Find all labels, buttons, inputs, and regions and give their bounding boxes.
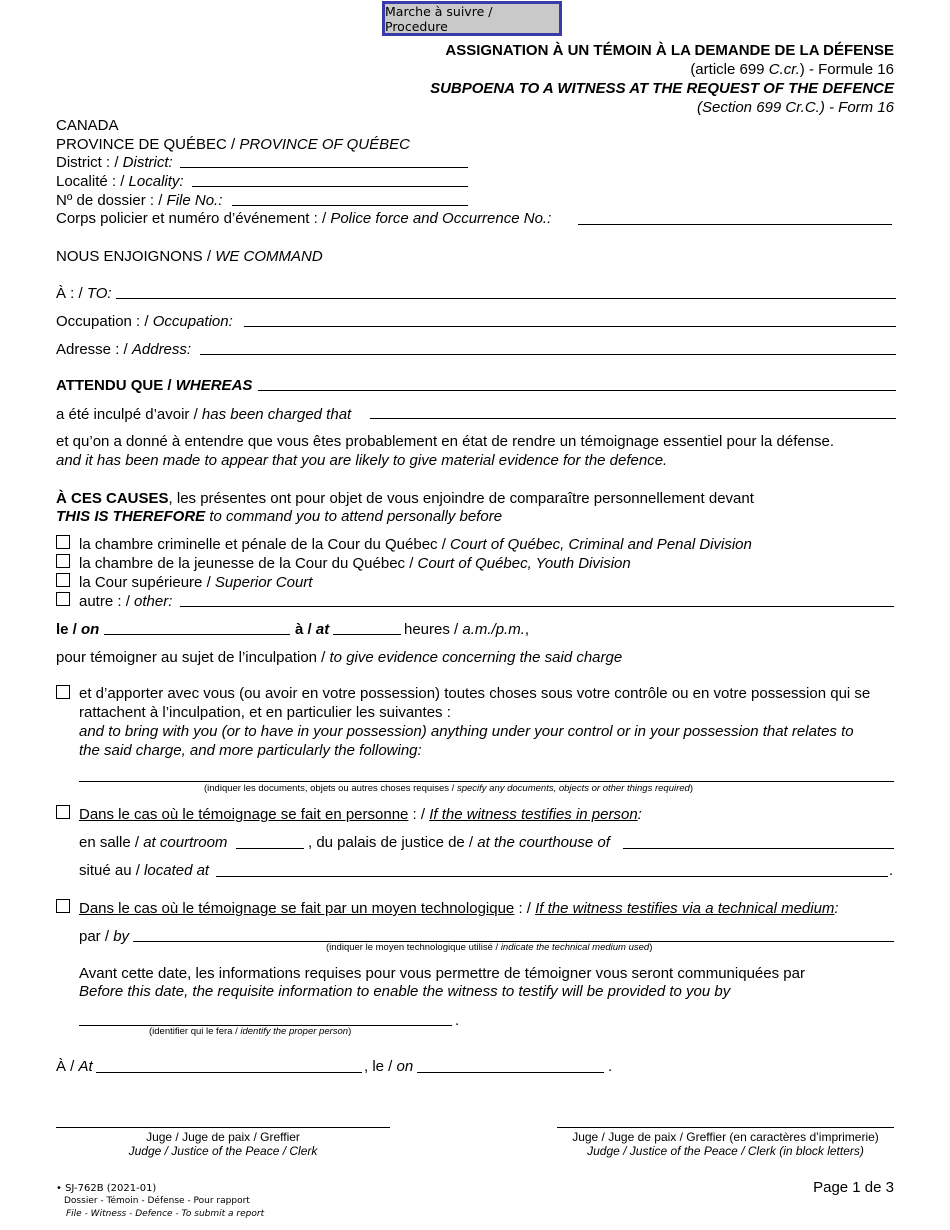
items-hint: (indiquer les documents, objets ou autres choses requises / specify any documents, objects or other things required) (204, 783, 694, 794)
courtroom-field[interactable] (236, 848, 304, 849)
court-youth-label: la chambre de la jeunesse de la Cour du Québec / Court of Québec, Youth Division (79, 555, 631, 572)
bring-items-en-line2: the said charge, and more particularly the following: (79, 742, 422, 759)
signing-period: . (608, 1058, 613, 1075)
charge-field[interactable] (370, 418, 896, 419)
block-letters-label-fr: Juge / Juge de paix / Greffier (en caractères d’imprimerie) (572, 1130, 879, 1144)
form-article-fr: (article 699 C.cr.) - Formule 16 (690, 61, 894, 78)
routing-fr: Dossier - Témoin - Défense - Pour rapport (64, 1196, 250, 1206)
form-title-en: SUBPOENA TO A WITNESS AT THE REQUEST OF THE DEFENCE (430, 80, 894, 97)
signature-label-fr: Juge / Juge de paix / Greffier (146, 1130, 300, 1144)
to-field[interactable] (116, 298, 896, 299)
charged-label: a été inculpé d’avoir / has been charged that (56, 406, 352, 423)
bring-items-checkbox[interactable] (56, 685, 70, 699)
bring-items-en-line1: and to bring with you (or to have in your possession) anything under your control or in your possession that relates to (79, 723, 854, 740)
located-period: . (889, 862, 894, 879)
police-label: Corps policier et numéro d’événement : / Police force and Occurrence No.: (56, 210, 552, 227)
in-person-label: Dans le cas où le témoignage se fait en personne : / If the witness testifies in person: (79, 806, 642, 823)
court-criminal-checkbox[interactable] (56, 535, 70, 549)
court-other-field[interactable] (180, 606, 894, 607)
in-person-checkbox[interactable] (56, 805, 70, 819)
district-label: District : / District: (56, 154, 173, 171)
country-label: CANADA (56, 117, 119, 134)
signing-place-field[interactable] (96, 1072, 362, 1073)
time-label: à / at (295, 621, 330, 638)
technical-label: Dans le cas où le témoignage se fait par un moyen technologique : / If the witness testifies via a technical medium: (79, 900, 839, 917)
bring-items-fr-line1: et d’apporter avec vous (ou avoir en votre possession) toutes choses sous votre contrôle ou en votre possession qui se (79, 685, 871, 702)
block-letters-line[interactable] (557, 1127, 894, 1128)
signing-place-label: À / At (56, 1058, 93, 1075)
courtroom-label: en salle / at courtroom (79, 834, 228, 851)
whereas-label: ATTENDU QUE / WHEREAS (56, 377, 253, 394)
court-other-checkbox[interactable] (56, 592, 70, 606)
signature-label-en: Judge / Justice of the Peace / Clerk (128, 1144, 318, 1158)
address-label: Adresse : / Address: (56, 341, 192, 358)
form-section-en: (Section 699 Cr.C.) - Form 16 (697, 99, 894, 116)
police-occurrence-field[interactable] (578, 224, 892, 225)
occupation-label: Occupation : / Occupation: (56, 313, 233, 330)
by-label: par / by (79, 928, 130, 945)
signature-line[interactable] (56, 1127, 390, 1128)
courthouse-field[interactable] (623, 848, 894, 849)
technical-checkbox[interactable] (56, 899, 70, 913)
before-date-en: Before this date, the requisite information to enable the witness to testify will be provided to you by (79, 983, 731, 1000)
hours-label: heures / a.m./p.m., (404, 621, 530, 638)
procedure-button[interactable]: Marche à suivre / Procedure (382, 1, 562, 36)
address-field[interactable] (200, 354, 896, 355)
time-field[interactable] (333, 634, 401, 635)
court-youth-checkbox[interactable] (56, 554, 70, 568)
located-label: situé au / located at (79, 862, 210, 879)
signing-date-field[interactable] (417, 1072, 604, 1073)
file-number-field[interactable] (232, 205, 468, 206)
block-letters-label-en: Judge / Justice of the Peace / Clerk (in block letters) (587, 1144, 864, 1158)
items-field[interactable] (79, 781, 894, 782)
material-evidence-fr: et qu’on a donné à entendre que vous êtes probablement en état de rendre un témoignage essentiel pour la défense. (56, 433, 835, 450)
page-number: Page 1 de 3 (813, 1179, 894, 1196)
proper-person-period: . (455, 1012, 460, 1029)
before-date-fr: Avant cette date, les informations requises pour vous permettre de témoigner vous seront communiquées par (79, 965, 805, 982)
province-label: PROVINCE DE QUÉBEC / PROVINCE OF QUÉBEC (56, 136, 410, 153)
file-number-label: Nº de dossier : / File No.: (56, 192, 223, 209)
whereas-field[interactable] (258, 390, 896, 391)
located-field[interactable] (216, 876, 888, 877)
form-title-fr: ASSIGNATION À UN TÉMOIN À LA DEMANDE DE LA DÉFENSE (445, 42, 894, 59)
district-field[interactable] (180, 167, 468, 168)
courthouse-label: , du palais de justice de / at the courthouse of (308, 834, 610, 851)
date-label: le / on (56, 621, 100, 638)
court-superior-checkbox[interactable] (56, 573, 70, 587)
bring-items-fr-line2: rattachent à l’inculpation, et en particulier les suivantes : (79, 704, 451, 721)
form-code: • SJ-762B (2021-01) (56, 1183, 157, 1194)
court-criminal-label: la chambre criminelle et pénale de la Cour du Québec / Court of Québec, Criminal and Penal Division (79, 536, 752, 553)
occupation-field[interactable] (244, 326, 896, 327)
material-evidence-en: and it has been made to appear that you are likely to give material evidence for the defence. (56, 452, 668, 469)
proper-person-hint: (identifier qui le fera / identify the proper person) (149, 1026, 352, 1037)
therefore-en: THIS IS THEREFORE to command you to attend personally before (56, 508, 503, 525)
evidence-label: pour témoigner au sujet de l’inculpation / to give evidence concerning the said charge (56, 649, 623, 666)
command-heading: NOUS ENJOIGNONS / WE COMMAND (56, 248, 323, 265)
court-other-label: autre : / other: (79, 593, 173, 610)
court-superior-label: la Cour supérieure / Superior Court (79, 574, 313, 591)
locality-label: Localité : / Locality: (56, 173, 184, 190)
locality-field[interactable] (192, 186, 468, 187)
signing-date-label: , le / on (364, 1058, 414, 1075)
therefore-fr: À CES CAUSES, les présentes ont pour objet de vous enjoindre de comparaître personnellement devant (56, 490, 754, 507)
to-label: À : / TO: (56, 285, 112, 302)
technical-medium-hint: (indiquer le moyen technologique utilisé / indicate the technical medium used) (326, 942, 653, 953)
date-field[interactable] (104, 634, 290, 635)
routing-en: File - Witness - Defence - To submit a report (66, 1209, 265, 1219)
